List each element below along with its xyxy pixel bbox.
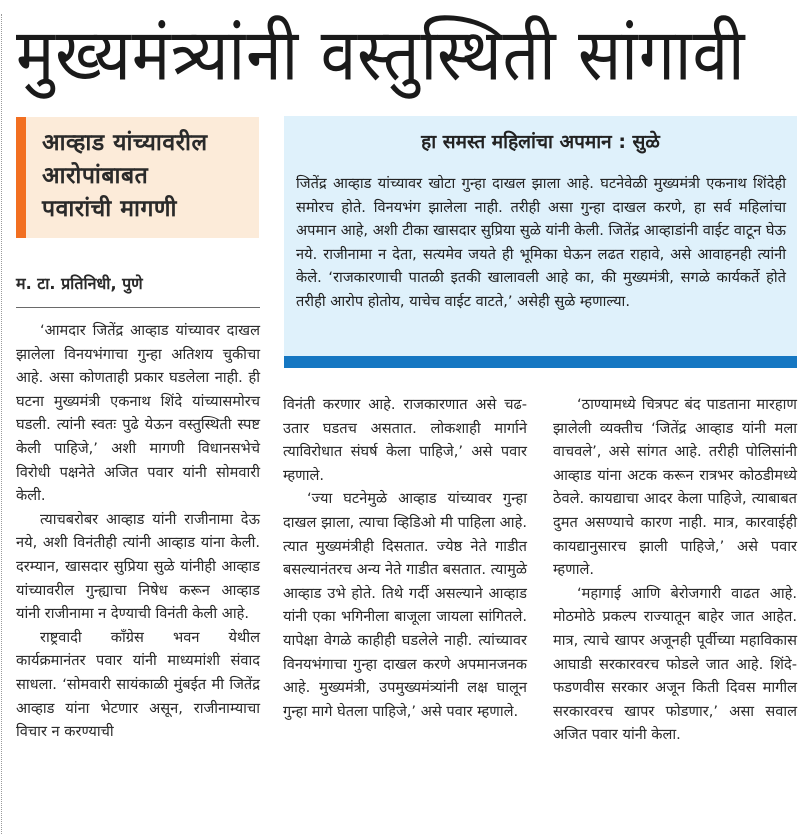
article-column-3	[553, 393, 797, 747]
article-paragraph: विनंती करणार आहे. राजकारणात असे चढ-उतार घडतच असतात. लोकशाही मार्गाने त्याविरोधात संघर्ष केला पाहिजे,’ असे पवार म्हणाले.	[283, 396, 527, 484]
kicker-box	[16, 117, 259, 238]
article-paragraph: ‘ज्या घटनेमुळे आव्हाड यांच्यावर गुन्हा दाखल झाला, त्याचा व्हिडिओ मी पाहिला आहे. त्यात मुख्यमंत्रीही दिसतात. ज्येष्ठ नेते गाडीत बसल्यानंतरच अन्य नेते गाडीत बसतात. त्यामुळे आव्हाड उभे होते. तिथे गर्दी असल्याने आव्हाड यांनी एका भगिनीला बाजूला जायला सांगितले. यापेक्षा वेगळे काहीही घडलेले नाही. त्यांच्यावर विनयभंगाचा गुन्हा दाखल करणे अपमानजनक आहे. मुख्यमंत्री, उपमुख्यमंत्र्यांनी लक्ष घालून गुन्हा मागे घेतला पाहिजे,’ असे पवार म्हणाले.	[283, 490, 527, 720]
kicker-line: पवारांची मागणी	[42, 196, 177, 222]
headline: मुख्यमंत्र्यांनी वस्तुस्थिती सांगावी	[16, 14, 746, 98]
article-paragraph: ‘ठाण्यामध्ये चित्रपट बंद पाडताना मारहाण झालेली व्यक्तीच ‘जितेंद्र आव्हाड यांनी मला वाचवले’, असे सांगत आहे. तरीही पोलिसांनी आव्हाड यांना अटक करून रात्रभर कोठडीमध्ये ठेवले. कायद्याचा आदर केला पाहिजे, त्याबाबत दुमत असण्याचे कारण नाही. मात्र, कारवाईही कायद्यानुसारच झाली पाहिजे,’ असे पवार म्हणाले.	[553, 396, 797, 579]
article-paragraph: ‘महागाई आणि बेरोजगारी वाढत आहे. मोठमोठे प्रकल्प राज्यातून बाहेर जात आहेत. मात्र, त्याचे खापर अजूनही पूर्वीच्या महाविकास आघाडी सरकारवरच फोडले जात आहे. शिंदे-फडणवीस सरकार अजून किती दिवस मागील सरकारवरच खापर फोडणार,’ असा सवाल अजित पवार यांनी केला.	[553, 584, 797, 744]
article-column-1	[16, 319, 260, 744]
article-paragraph: राष्ट्रवादी काँग्रेस भवन येथील कार्यक्रमानंतर पवार यांनी माध्यमांशी संवाद साधला. ‘सोमवारी सायंकाळी मुंबईत मी जितेंद्र आव्हाड यांना भेटणार असून, राजीनाम्याचा विचार न करण्याची	[16, 628, 260, 741]
kicker-line: आव्हाड यांच्यावरील	[42, 130, 208, 156]
byline: म. टा. प्रतिनिधी, पुणे	[16, 273, 260, 308]
page-edge-dotted-rule	[1, 14, 2, 834]
article-paragraph: ‘आमदार जितेंद्र आव्हाड यांच्यावर दाखल झालेला विनयभंगाचा गुन्हा अतिशय चुकीचा आहे. असा कोणताही प्रकार घडलेला नाही. ही घटना मुख्यमंत्री एकनाथ शिंदे यांच्यासमोरच घडली. त्यांनी स्वतः पुढे येऊन वस्तुस्थिती स्पष्ट केली पाहिजे,’ अशी मागणी विधानसभेचे विरोधी पक्षनेते अजित पवार यांनी सोमवारी केली.	[16, 322, 260, 505]
sidebar-body: जितेंद्र आव्हाड यांच्यावर खोटा गुन्हा दाखल झाला आहे. घटनेवेळी मुख्यमंत्री एकनाथ शिंदेही समोरच होते. विनयभंग झालेला नाही. तरीही असा गुन्हा दाखल करणे, हा सर्व महिलांचा अपमान आहे, अशी टीका खासदार सुप्रिया सुळे यांनी केली. जितेंद्र आव्हाडांनी वाईट वाटून घेऊ नये. राजीनामा न देता, सत्यमेव जयते ही भूमिका घेऊन लढत राहावे, असे आवाहनही त्यांनी केले. ‘राजकारणाची पातळी इतकी खालावली आहे का, की मुख्यमंत्री, सगळे कार्यकर्ते होते तरीही आरोप होतोय, याचेच वाईट वाटते,’ असेही सुळे म्हणाल्या.	[296, 175, 786, 310]
sidebar-accent-bar	[284, 356, 797, 368]
article-paragraph: त्याचबरोबर आव्हाड यांनी राजीनामा देऊ नये, अशी विनंतीही त्यांनी आव्हाड यांना केली. दरम्यान, खासदार सुप्रिया सुळे यांनीही आव्हाड यांच्यावरील गुन्ह्याचा निषेध करून आव्हाड यांनी राजीनामा न देण्याची विनंती केली आहे.	[16, 510, 260, 623]
kicker-line: आरोपांबाबत	[42, 163, 149, 189]
sidebar-box	[284, 116, 797, 368]
sidebar-title: हा समस्त महिलांचा अपमान : सुळे	[421, 131, 660, 153]
article-column-2	[283, 393, 527, 723]
